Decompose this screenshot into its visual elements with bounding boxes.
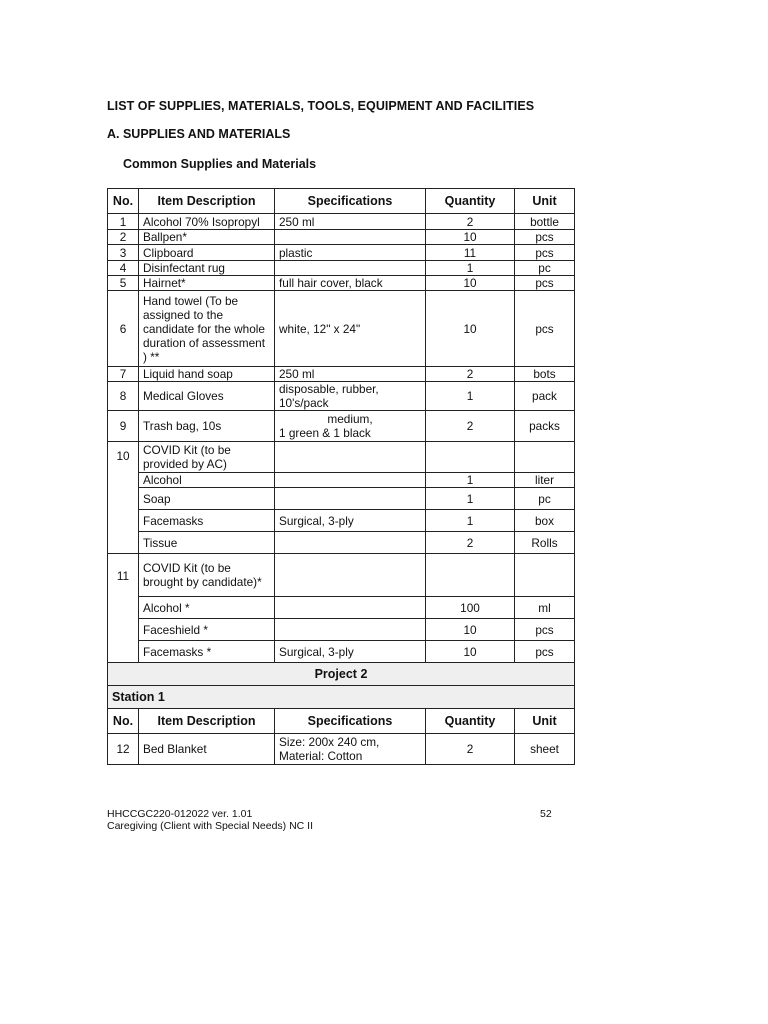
col-header-no: No.: [108, 709, 139, 734]
cell-qty: 2: [426, 532, 515, 554]
cell-item-group-title: COVID Kit (to be provided by AC): [139, 442, 275, 473]
table-header-row: [108, 189, 575, 214]
cell-item: Facemasks: [139, 510, 275, 532]
col-header-unit: Unit: [515, 189, 575, 214]
col-header-qty: Quantity: [426, 189, 515, 214]
cell-item: Medical Gloves: [139, 382, 275, 411]
cell-spec: plastic: [275, 245, 426, 261]
cell-qty: 100: [426, 597, 515, 619]
cell-spec: [275, 230, 426, 245]
cell-no: 4: [108, 261, 139, 276]
cell-item: Hairnet*: [139, 276, 275, 291]
cell-item: Disinfectant rug: [139, 261, 275, 276]
cell-spec: Surgical, 3-ply: [275, 510, 426, 532]
cell-no: 5: [108, 276, 139, 291]
supplies-table: [107, 188, 575, 765]
cell-qty: 10: [426, 230, 515, 245]
cell-qty: 10: [426, 291, 515, 367]
page-number: 52: [540, 808, 552, 820]
cell-unit: pcs: [515, 245, 575, 261]
cell-spec: [275, 532, 426, 554]
footer-title: Caregiving (Client with Special Needs) NC II: [107, 820, 313, 832]
subsection-heading: Common Supplies and Materials: [123, 157, 317, 171]
cell-spec: [275, 411, 426, 442]
table-row: [108, 532, 575, 554]
cell-qty: 2: [426, 734, 515, 765]
cell-unit: Rolls: [515, 532, 575, 554]
cell-spec: [275, 554, 426, 597]
cell-item: Alcohol 70% Isopropyl: [139, 214, 275, 230]
section-heading: A. SUPPLIES AND MATERIALS: [107, 127, 291, 141]
table-row: [108, 382, 575, 411]
cell-unit: pcs: [515, 230, 575, 245]
cell-unit: bottle: [515, 214, 575, 230]
cell-spec: Surgical, 3-ply: [275, 641, 426, 663]
cell-spec: [275, 442, 426, 473]
cell-spec-line2: 1 green & 1 black: [279, 426, 371, 440]
station-label: Station 1: [108, 686, 575, 709]
cell-qty: 2: [426, 214, 515, 230]
cell-spec: full hair cover, black: [275, 276, 426, 291]
cell-qty: 2: [426, 411, 515, 442]
cell-qty: [426, 442, 515, 473]
table-row: [108, 641, 575, 663]
cell-unit: pcs: [515, 291, 575, 367]
table-row: [108, 473, 575, 488]
cell-spec: Size: 200x 240 cm, Material: Cotton: [275, 734, 426, 765]
cell-item: Alcohol: [139, 473, 275, 488]
station-row: [108, 686, 575, 709]
cell-item: Soap: [139, 488, 275, 510]
cell-no: 12: [108, 734, 139, 765]
table-row: [108, 411, 575, 442]
table-row: [108, 230, 575, 245]
table-header-row-2: [108, 709, 575, 734]
cell-qty: 1: [426, 510, 515, 532]
cell-qty: 1: [426, 382, 515, 411]
table-row: [108, 367, 575, 382]
cell-unit: box: [515, 510, 575, 532]
project-row: [108, 663, 575, 686]
cell-qty: 1: [426, 261, 515, 276]
cell-qty: 11: [426, 245, 515, 261]
cell-spec: 250 ml: [275, 214, 426, 230]
cell-spec: 250 ml: [275, 367, 426, 382]
cell-unit: sheet: [515, 734, 575, 765]
cell-spec-line1: medium,: [327, 412, 373, 426]
col-header-unit: Unit: [515, 709, 575, 734]
cell-item: Clipboard: [139, 245, 275, 261]
cell-item: Alcohol *: [139, 597, 275, 619]
cell-item: Ballpen*: [139, 230, 275, 245]
footer-code: HHCCGC220-012022 ver. 1.01: [107, 808, 253, 820]
col-header-qty: Quantity: [426, 709, 515, 734]
cell-item-group-title: COVID Kit (to be brought by candidate)*: [139, 554, 275, 597]
cell-qty: 10: [426, 619, 515, 641]
cell-qty: 2: [426, 367, 515, 382]
cell-no: 9: [108, 411, 139, 442]
col-header-item: Item Description: [139, 189, 275, 214]
cell-spec: white, 12" x 24": [275, 291, 426, 367]
cell-unit: [515, 442, 575, 473]
table-row: [108, 597, 575, 619]
cell-spec: disposable, rubber, 10's/pack: [275, 382, 426, 411]
cell-item: Liquid hand soap: [139, 367, 275, 382]
project-label: Project 2: [108, 663, 575, 686]
table-row: [108, 488, 575, 510]
cell-unit: liter: [515, 473, 575, 488]
cell-unit: packs: [515, 411, 575, 442]
cell-qty: 10: [426, 641, 515, 663]
cell-no: 1: [108, 214, 139, 230]
cell-no: 3: [108, 245, 139, 261]
cell-no: 11: [108, 554, 139, 663]
col-header-spec: Specifications: [275, 189, 426, 214]
cell-item: Trash bag, 10s: [139, 411, 275, 442]
cell-qty: [426, 554, 515, 597]
cell-unit: pcs: [515, 641, 575, 663]
cell-unit: pc: [515, 488, 575, 510]
table-row: [108, 619, 575, 641]
cell-unit: bots: [515, 367, 575, 382]
cell-item: Faceshield *: [139, 619, 275, 641]
col-header-no: No.: [108, 189, 139, 214]
cell-qty: 1: [426, 488, 515, 510]
cell-qty: 1: [426, 473, 515, 488]
cell-spec: [275, 619, 426, 641]
table-row: [108, 291, 575, 367]
table-row: [108, 276, 575, 291]
cell-spec: [275, 473, 426, 488]
cell-unit: pc: [515, 261, 575, 276]
cell-unit: pcs: [515, 276, 575, 291]
cell-no: 6: [108, 291, 139, 367]
cell-no: 10: [108, 442, 139, 554]
col-header-spec: Specifications: [275, 709, 426, 734]
document-heading: LIST OF SUPPLIES, MATERIALS, TOOLS, EQUIPMENT AND FACILITIES: [107, 99, 535, 113]
cell-unit: ml: [515, 597, 575, 619]
table-row: [108, 442, 575, 473]
table-row: [108, 510, 575, 532]
table-row: [108, 245, 575, 261]
col-header-item: Item Description: [139, 709, 275, 734]
cell-unit: pcs: [515, 619, 575, 641]
table-row: [108, 214, 575, 230]
cell-spec: [275, 597, 426, 619]
cell-unit: pack: [515, 382, 575, 411]
table-row: [108, 554, 575, 597]
table-row: [108, 261, 575, 276]
cell-spec: [275, 261, 426, 276]
cell-no: 2: [108, 230, 139, 245]
cell-item: Facemasks *: [139, 641, 275, 663]
cell-no: 7: [108, 367, 139, 382]
cell-item: Hand towel (To be assigned to the candidate for the whole duration of assessment ) **: [139, 291, 275, 367]
cell-unit: [515, 554, 575, 597]
cell-item: Tissue: [139, 532, 275, 554]
cell-item: Bed Blanket: [139, 734, 275, 765]
table-row: [108, 734, 575, 765]
cell-no: 8: [108, 382, 139, 411]
cell-qty: 10: [426, 276, 515, 291]
cell-spec: [275, 488, 426, 510]
